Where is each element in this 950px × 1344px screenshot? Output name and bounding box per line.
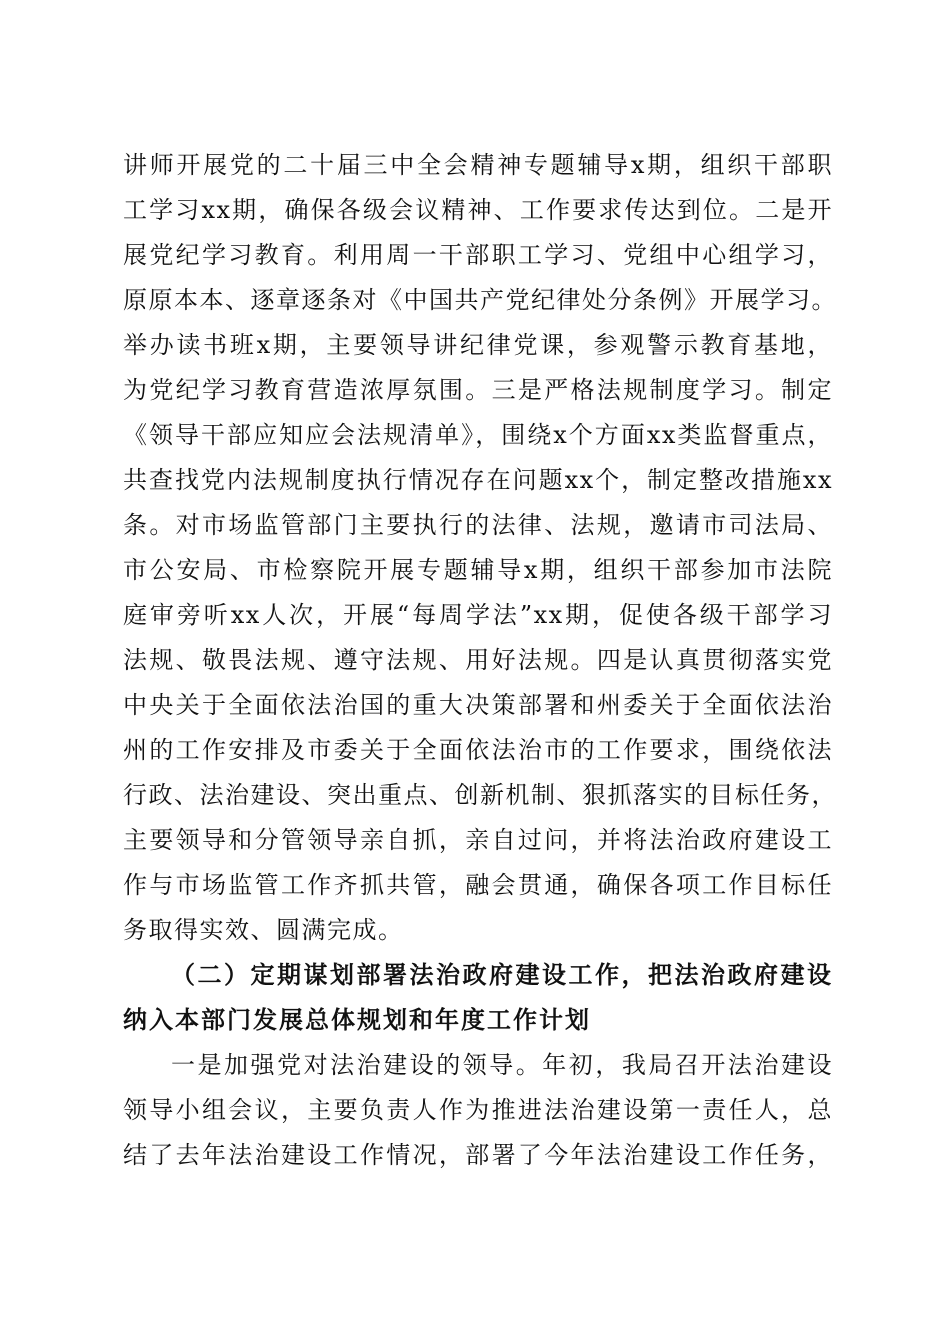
paragraph-1-line-4: 原原本本、逐章逐条对《中国共产党纪律处分条例》开展学习。	[123, 286, 837, 314]
paragraph-1-line-10: 市公安局、市检察院开展专题辅导x期，组织干部参加市法院	[123, 556, 833, 584]
paragraph-3-line-3: 结了去年法治建设工作情况，部署了今年法治建设工作任务，	[123, 1141, 833, 1169]
paragraph-1-line-18: 务取得实效、圆满完成。	[123, 916, 404, 944]
paragraph-3-line-1: 一是加强党对法治建设的领导。年初，我局召开法治建设	[171, 1051, 833, 1079]
paragraph-1-line-6: 为党纪学习教育营造浓厚氛围。三是严格法规制度学习。制定	[123, 376, 833, 404]
paragraph-1-line-12: 法规、敬畏法规、遵守法规、用好法规。四是认真贯彻落实党	[123, 646, 833, 674]
paragraph-1-line-1: 讲师开展党的二十届三中全会精神专题辅导x期，组织干部职	[123, 151, 833, 179]
paragraph-1-line-5: 举办读书班x期，主要领导讲纪律党课，参观警示教育基地，	[123, 331, 833, 359]
paragraph-1-line-16: 主要领导和分管领导亲自抓，亲自过问，并将法治政府建设工	[123, 826, 833, 854]
section-heading-line-1: （二）定期谋划部署法治政府建设工作，把法治政府建设	[171, 960, 833, 989]
paragraph-1-line-15: 行政、法治建设、突出重点、创新机制、狠抓落实的目标任务，	[123, 781, 837, 809]
paragraph-3-line-2: 领导小组会议，主要负责人作为推进法治建设第一责任人，总	[123, 1096, 833, 1124]
paragraph-1-line-14: 州的工作安排及市委关于全面依法治市的工作要求，围绕依法	[123, 736, 833, 764]
paragraph-1-line-2: 工学习xx期，确保各级会议精神、工作要求传达到位。二是开	[123, 196, 833, 224]
paragraph-1-line-17: 作与市场监管工作齐抓共管，融会贯通，确保各项工作目标任	[123, 871, 833, 899]
paragraph-1-line-9: 条。对市场监管部门主要执行的法律、法规，邀请市司法局、	[123, 511, 833, 539]
paragraph-1-line-3: 展党纪学习教育。利用周一干部职工学习、党组中心组学习，	[123, 241, 833, 269]
paragraph-1-line-8: 共查找党内法规制度执行情况存在问题xx个，制定整改措施xx	[123, 466, 833, 494]
section-heading-line-2: 纳入本部门发展总体规划和年度工作计划	[123, 1005, 591, 1034]
paragraph-1-line-7: 《领导干部应知应会法规清单》，围绕x个方面xx类监督重点，	[123, 421, 833, 449]
paragraph-1-line-11: 庭审旁听xx人次，开展“每周学法”xx期，促使各级干部学习	[123, 601, 833, 629]
paragraph-1-line-13: 中央关于全面依法治国的重大决策部署和州委关于全面依法治	[123, 691, 833, 719]
